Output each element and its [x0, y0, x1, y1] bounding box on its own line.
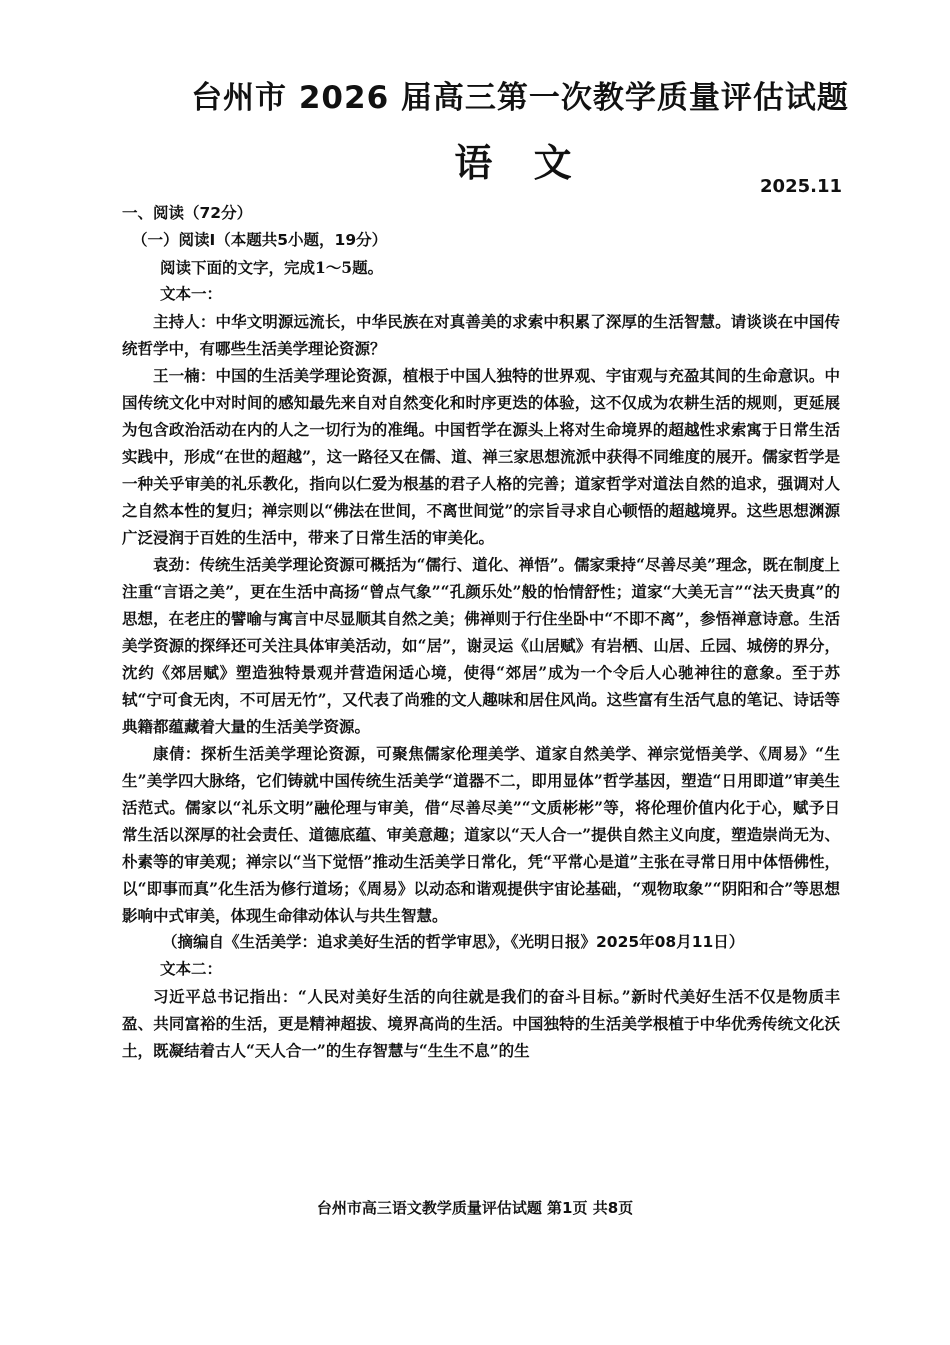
page-footer: 台州市高三语文教学质量评估试题 第1页 共8页 [316, 1199, 634, 1217]
subsection-heading: （一）阅读Ⅰ（本题共5小题，19分） [132, 231, 388, 249]
paragraph: 袁劲：传统生活美学理论资源可概括为“儒行、道化、禅悟”。儒家秉持“尽善尽美”理念，既在制度上注重“言语之美”，更在生活中高扬“曾点气象”“孔颜乐处”般的怡情舒性；道家“大美无言”“法天贵真”的思想，在老庄的譬喻与寓言中尽显顺其自然之美；佛禅则于行住坐卧中“不即不离”，参悟禅意诗意。生活美学资源的探绎还可关注具体审美活动，如“居”，谢灵运《山居赋》有岩栖、山居、丘园、城傍的界分，沈约《郊居赋》塑造独特景观并营造闲适心境，使得“郊居”成为一个令后人心驰神往的意象。至于苏轼“宁可食无肉，不可居无竹”，又代表了尚雅的文人趣味和居住风尚。这些富有生活气息的笔记、诗话等典籍都蕴藏着大量的生活美学资源。 [122, 555, 840, 736]
text2-body [122, 983, 840, 1064]
paragraph: 王一楠：中国的生活美学理论资源，植根于中国人独特的世界观、宇宙观与充盈其间的生命意识。中国传统文化中对时间的感知最先来自对自然变化和时序更迭的体验，这不仅成为农耕生活的规则，更延展为包含政治活动在内的人之一切行为的准绳。中国哲学在源头上将对生命境界的超越性求索寓于日常生活实践中，形成“在世的超越”，这一路径又在儒、道、禅三家思想流派中获得不同维度的展开。儒家哲学是一种关乎审美的礼乐教化，指向以仁爱为根基的君子人格的完善；道家哲学对道法自然的追求，强调对人之自然本性的复归；禅宗则以“佛法在世间，不离世间觉”的宗旨寻求自心顿悟的超越境界。这些思想渊源广泛浸润于百姓的生活中，带来了日常生活的审美化。 [122, 366, 840, 547]
source-citation: （摘编自《生活美学：追求美好生活的哲学审思》，《光明日报》2025年08月11日） [162, 933, 745, 951]
exam-title: 台州市 2026 届高三第一次教学质量评估试题 [191, 80, 849, 116]
text2-label: 文本二： [160, 960, 223, 978]
paragraph: 主持人：中华文明源远流长，中华民族在对真善美的求索中积累了深厚的生活智慧。请谈谈在中国传统哲学中，有哪些生活美学理论资源？ [122, 312, 840, 358]
paragraph: 习近平总书记指出：“人民对美好生活的向往就是我们的奋斗目标。”新时代美好生活不仅是物质丰盈、共同富裕的生活，更是精神超拔、境界高尚的生活。中国独特的生活美学根植于中华优秀传统文化沃土，既凝结着古人“天人合一”的生存智慧与“生生不息”的生 [122, 987, 840, 1060]
section-heading: 一、阅读（72分） [122, 204, 253, 222]
text1-body [122, 308, 840, 929]
subject-title: 语 文 [454, 141, 586, 185]
instruction: 阅读下面的文字，完成1～5题。 [160, 258, 384, 277]
exam-date: 2025.11 [760, 176, 842, 197]
paragraph: 康倩：探析生活美学理论资源，可聚焦儒家伦理美学、道家自然美学、禅宗觉悟美学、《周易》“生生”美学四大脉络，它们铸就中国传统生活美学“道器不二，即用显体”哲学基因，塑造“日用即道”审美生活范式。儒家以“礼乐文明”融伦理与审美，借“尽善尽美”“文质彬彬”等，将伦理价值内化于心，赋予日常生活以深厚的社会责任、道德底蕴、审美意趣；道家以“天人合一”提供自然主义向度，塑造崇尚无为、朴素等的审美观；禅宗以“当下觉悟”推动生活美学日常化，凭“平常心是道”主张在寻常日用中体悟佛性，以“即事而真”化生活为修行道场；《周易》以动态和谐观提供宇宙论基础，“观物取象”“阴阳和合”等思想影响中式审美，体现生命律动体认与共生智慧。 [122, 744, 840, 925]
exam-content [122, 200, 840, 1064]
text1-label: 文本一： [160, 285, 223, 303]
